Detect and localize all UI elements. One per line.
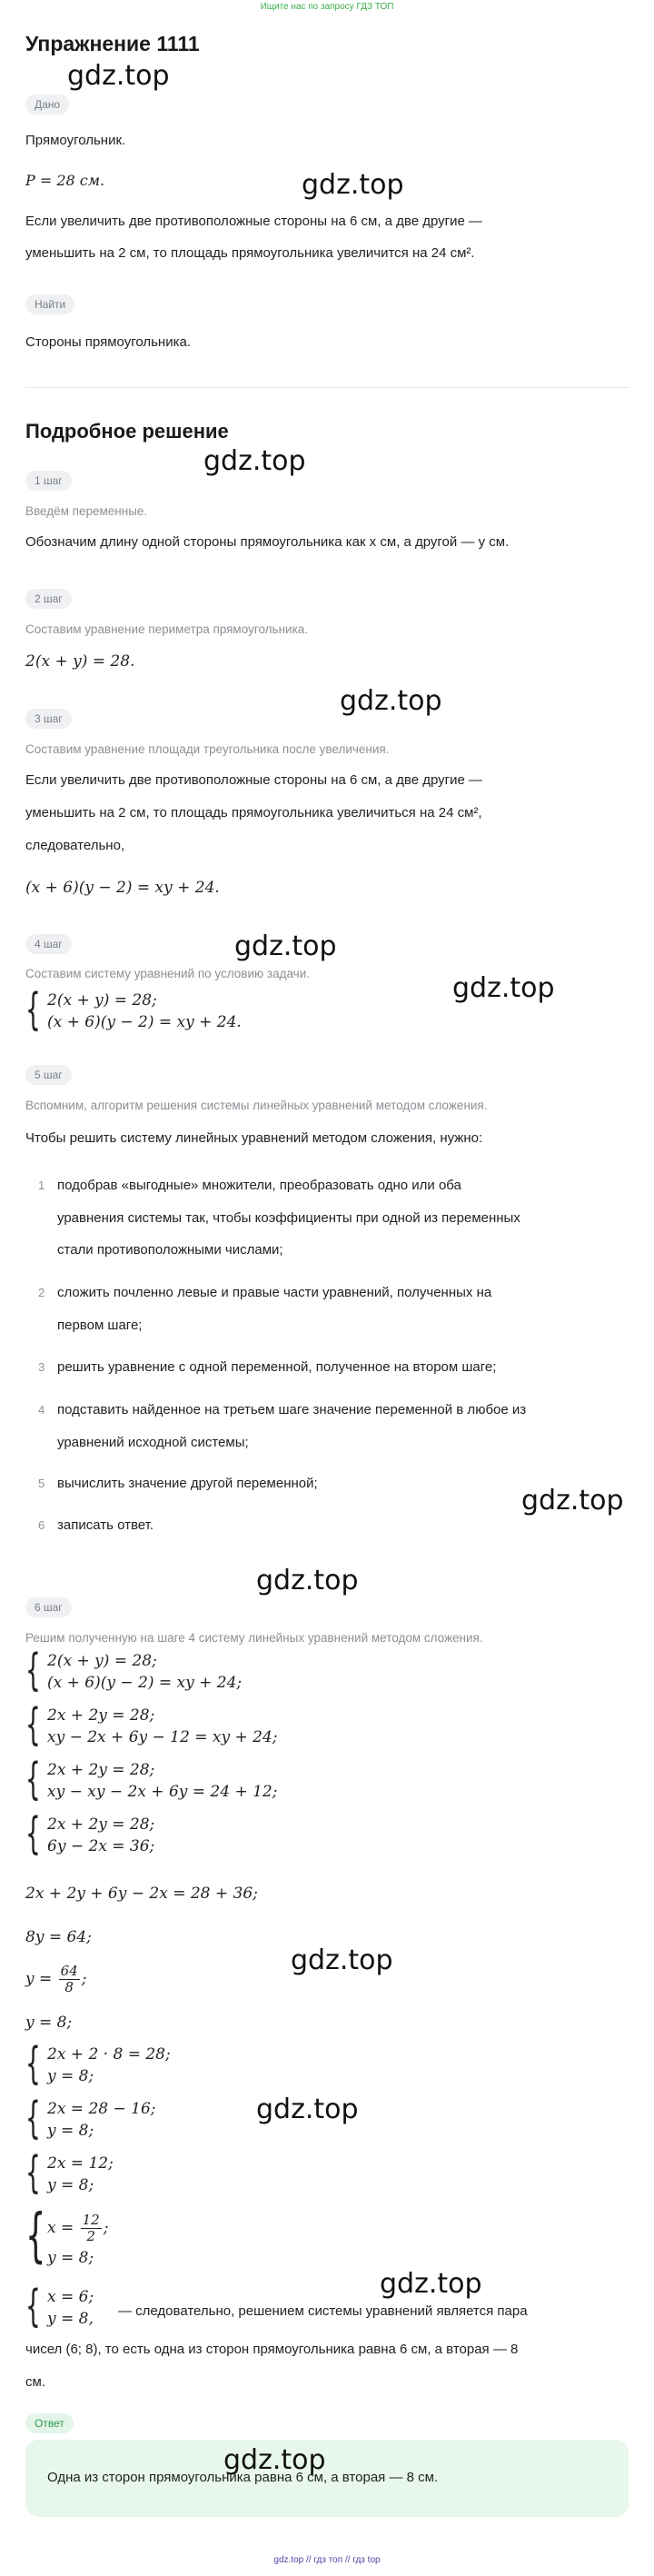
step-1-badge: 1 шаг (25, 471, 72, 491)
watermark: gdz.top (380, 2268, 482, 2300)
step-3-line-3: следовательно, (25, 838, 125, 853)
system-brace: { (25, 2093, 41, 2143)
step-6-equation: y = 8; (25, 2014, 73, 2032)
system-line: y = 8; (47, 2067, 94, 2085)
system-brace: { (25, 1645, 41, 1696)
system-brace: { (25, 1754, 41, 1805)
step-3-line-1: Если увеличить две противоположные стороны на 6 см, а две другие — (25, 772, 482, 788)
given-line-3: Если увеличить две противоположные стороны на 6 см, а две другие — (25, 214, 482, 229)
step-1-text: Обозначим длину одной стороны прямоугольника как x см, а другой — y см. (25, 534, 510, 550)
list-item-number: 4 (38, 1403, 45, 1417)
step-6-note: Решим полученную на шаге 4 систему линейных уравнений методом сложения. (25, 1631, 483, 1645)
watermark: gdz.top (521, 1485, 624, 1517)
system-line: xy − 2x + 6y − 12 = xy + 24; (47, 1728, 278, 1746)
system-line: 2x + 2y = 28; (47, 1761, 155, 1779)
watermark: gdz.top (452, 972, 555, 1004)
system-line: y = 8; (47, 2249, 94, 2267)
list-item-line: сложить почленно левые и правые части уравнений, полученных на (57, 1285, 492, 1300)
watermark: gdz.top (67, 60, 170, 92)
divider (25, 387, 629, 388)
step-5-badge: 5 шаг (25, 1065, 72, 1085)
step-3-badge: 3 шаг (25, 709, 72, 729)
list-item-number: 1 (38, 1179, 45, 1192)
list-item-line: первом шаге; (57, 1318, 143, 1333)
answer-badge: Ответ (25, 2413, 74, 2433)
conclusion-line-2: чисел (6; 8), то есть одна из сторон прямоугольника равна 6 см, а вторая — 8 (25, 2342, 519, 2357)
step-6-system-7 (25, 2147, 389, 2199)
step-6-system-5 (25, 2038, 389, 2090)
system-line: 2(x + y) = 28; (47, 991, 157, 1010)
system-line: y = 8, (47, 2310, 94, 2328)
system-line: 2x + 2y = 28; (47, 1815, 155, 1834)
list-item-line: вычислить значение другой переменной; (57, 1476, 318, 1491)
step-6-system-2 (25, 1699, 389, 1751)
system-brace: { (25, 2147, 41, 2198)
step-1-note: Введём переменные. (25, 504, 148, 518)
system-line: 2(x + y) = 28; (47, 1652, 157, 1670)
list-item-number: 3 (38, 1360, 45, 1374)
step-4-system (25, 984, 389, 1036)
watermark: gdz.top (234, 930, 337, 962)
system-brace: { (25, 1699, 41, 1750)
given-line-4: уменьшить на 2 см, то площадь прямоугольника увеличится на 24 см². (25, 245, 475, 261)
given-line-2: P = 28 см. (25, 172, 105, 189)
system-brace: { (25, 2203, 46, 2270)
step-2-equation: 2(x + y) = 28. (25, 652, 135, 671)
system-line: (x + 6)(y − 2) = xy + 24. (47, 1013, 242, 1031)
watermark: gdz.top (256, 1565, 359, 1596)
step-2-badge: 2 шаг (25, 589, 72, 609)
system-brace: { (25, 1808, 41, 1859)
step-6-badge: 6 шаг (25, 1597, 72, 1617)
list-item-line: подставить найденное на третьем шаге значение переменной в любое из (57, 1402, 527, 1417)
fraction: $\frac{64}{8}$ (60, 1963, 78, 1995)
system-brace: { (25, 2281, 41, 2332)
step-4-note: Составим систему уравнений по условию задачи. (25, 967, 310, 980)
answer-text: Одна из сторон прямоугольника равна 6 см, а вторая — 8 см. (47, 2470, 439, 2485)
step-6-equation: 8y = 64; (25, 1928, 92, 1946)
conclusion-line-1: — следовательно, решением системы уравнений является пара (118, 2303, 528, 2319)
system-line: y = 8; (47, 2176, 94, 2194)
list-item-line: уравнения системы так, чтобы коэффициенты при одной из переменных (57, 1210, 520, 1226)
list-item-line: подобрав «выгодные» множители, преобразовать одно или оба (57, 1178, 461, 1193)
system-line: 2x = 28 − 16; (47, 2100, 156, 2118)
list-item-line: решить уравнение с одной переменной, полученное на втором шаге; (57, 1359, 497, 1375)
list-item-line: стали противоположными числами; (57, 1242, 283, 1258)
system-brace: { (25, 2038, 41, 2089)
list-item-number: 2 (38, 1286, 45, 1299)
step-6-system-4 (25, 1808, 389, 1860)
step-2-note: Составим уравнение периметра прямоугольника. (25, 622, 309, 636)
find-badge: Найти (25, 294, 74, 314)
watermark: gdz.top (223, 2444, 326, 2476)
step-6-fraction-equation: y = $\frac{64}{8}$ ; (25, 1963, 87, 1995)
watermark: gdz.top (203, 445, 306, 477)
list-item-line: уравнений исходной системы; (57, 1435, 249, 1450)
system-line: 2x + 2y = 28; (47, 1706, 155, 1725)
step-5-intro: Чтобы решить систему линейных уравнений методом сложения, нужно: (25, 1130, 483, 1146)
watermark: gdz.top (256, 2094, 359, 2125)
step-6-system-8 (25, 2203, 389, 2272)
step-4-badge: 4 шаг (25, 934, 72, 954)
given-badge: Дано (25, 94, 69, 114)
page-title: Упражнение 1111 (25, 32, 200, 55)
conclusion-line-3: см. (25, 2374, 45, 2390)
system-line: 2x = 12; (47, 2154, 114, 2173)
step-3-note: Составим уравнение площади треугольника после увеличения. (25, 742, 390, 756)
fraction: $\frac{12}{2}$ (82, 2212, 100, 2244)
system-line: y = 8; (47, 2122, 94, 2140)
step-5-note: Вспомним, алгоритм решения системы линейных уравнений методом сложения. (25, 1099, 488, 1112)
system-line: (x + 6)(y − 2) = xy + 24; (47, 1674, 243, 1692)
top-banner[interactable]: Ищите нас по запросу ГДЗ ТОП (260, 2, 394, 12)
system-line: 2x + 2 · 8 = 28; (47, 2045, 171, 2064)
watermark: gdz.top (291, 1944, 393, 1976)
step-6-system-3 (25, 1754, 389, 1805)
find-text: Стороны прямоугольника. (25, 334, 191, 350)
watermark: gdz.top (302, 169, 404, 201)
system-line: xy − xy − 2x + 6y = 24 + 12; (47, 1783, 278, 1801)
step-6-system-1 (25, 1645, 389, 1696)
system-line: x = $\frac{12}{2}$ ; (47, 2212, 109, 2244)
list-item-line: записать ответ. (57, 1517, 154, 1533)
system-line: x = 6; (47, 2288, 94, 2306)
footer-links[interactable]: gdz.top // гдз топ // гдз top (273, 2555, 381, 2565)
system-line: 6y − 2x = 36; (47, 1837, 155, 1855)
solution-title: Подробное решение (25, 420, 229, 443)
list-item-number: 5 (38, 1477, 45, 1490)
given-line-1: Прямоугольник. (25, 133, 126, 148)
step-3-equation: (x + 6)(y − 2) = xy + 24. (25, 879, 220, 897)
list-item-number: 6 (38, 1518, 45, 1532)
system-brace: { (25, 984, 41, 1035)
step-3-line-2: уменьшить на 2 см, то площадь прямоугольника увеличиться на 24 см², (25, 805, 482, 821)
watermark: gdz.top (340, 685, 442, 717)
step-6-equation: 2x + 2y + 6y − 2x = 28 + 36; (25, 1885, 258, 1903)
